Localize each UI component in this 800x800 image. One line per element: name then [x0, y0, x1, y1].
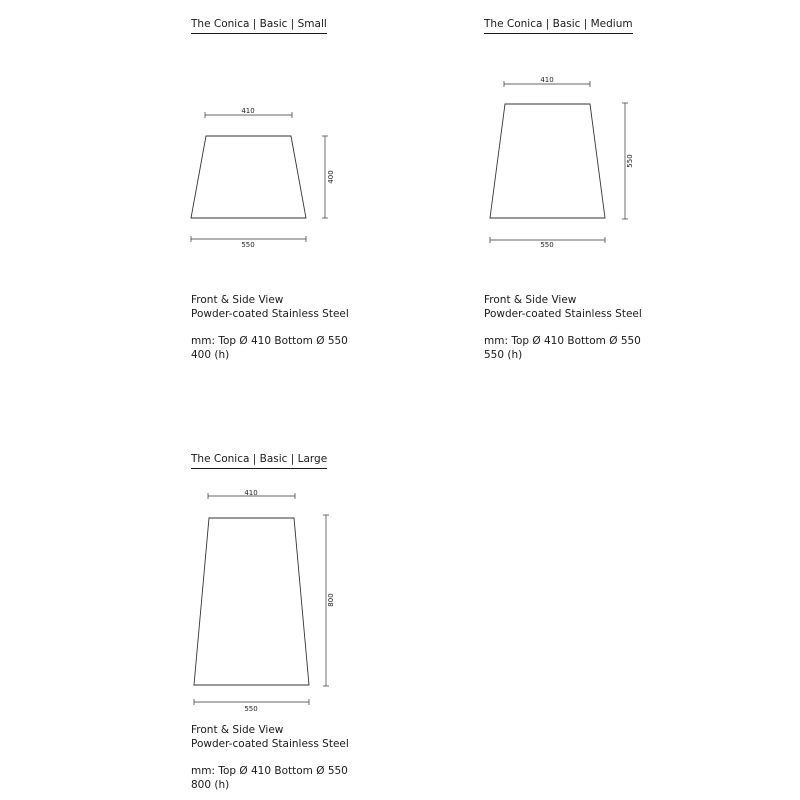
bottom-diameter-label: 550 — [241, 241, 255, 249]
product-title: The Conica | Basic | Small — [191, 18, 327, 34]
bottom-diameter-label: 550 — [540, 241, 554, 249]
height-text: 400 (h) — [191, 348, 230, 361]
height-label: 800 — [327, 593, 335, 607]
view-label: Front & Side View — [191, 294, 284, 306]
conica-outline-shape — [191, 136, 306, 218]
conica-outline-shape — [194, 518, 309, 685]
front-side-view-drawing — [484, 18, 644, 258]
front-side-view-drawing — [191, 453, 351, 713]
product-title: The Conica | Basic | Large — [191, 453, 327, 469]
view-label: Front & Side View — [484, 294, 577, 306]
front-side-view-drawing — [191, 18, 351, 258]
material-label: Powder-coated Stainless Steel — [484, 307, 642, 320]
product-description — [484, 294, 642, 362]
material-label: Powder-coated Stainless Steel — [191, 737, 349, 750]
height-text: 550 (h) — [484, 348, 523, 361]
height-label: 400 — [327, 170, 335, 184]
product-description — [191, 724, 349, 792]
dimensions-label: mm: Top Ø 410 Bottom Ø 550 — [191, 765, 348, 777]
height-label: 550 — [626, 154, 634, 168]
top-diameter-label: 410 — [244, 489, 258, 497]
top-diameter-label: 410 — [241, 107, 255, 115]
view-label: Front & Side View — [191, 724, 284, 736]
conica-outline-shape — [490, 104, 605, 218]
height-text: 800 (h) — [191, 778, 230, 791]
dimensions-label: mm: Top Ø 410 Bottom Ø 550 — [191, 335, 348, 347]
material-label: Powder-coated Stainless Steel — [191, 307, 349, 320]
bottom-diameter-label: 550 — [244, 705, 258, 713]
product-description — [191, 294, 349, 362]
product-title: The Conica | Basic | Medium — [484, 18, 633, 34]
dimensions-label: mm: Top Ø 410 Bottom Ø 550 — [484, 335, 641, 347]
top-diameter-label: 410 — [540, 76, 554, 84]
